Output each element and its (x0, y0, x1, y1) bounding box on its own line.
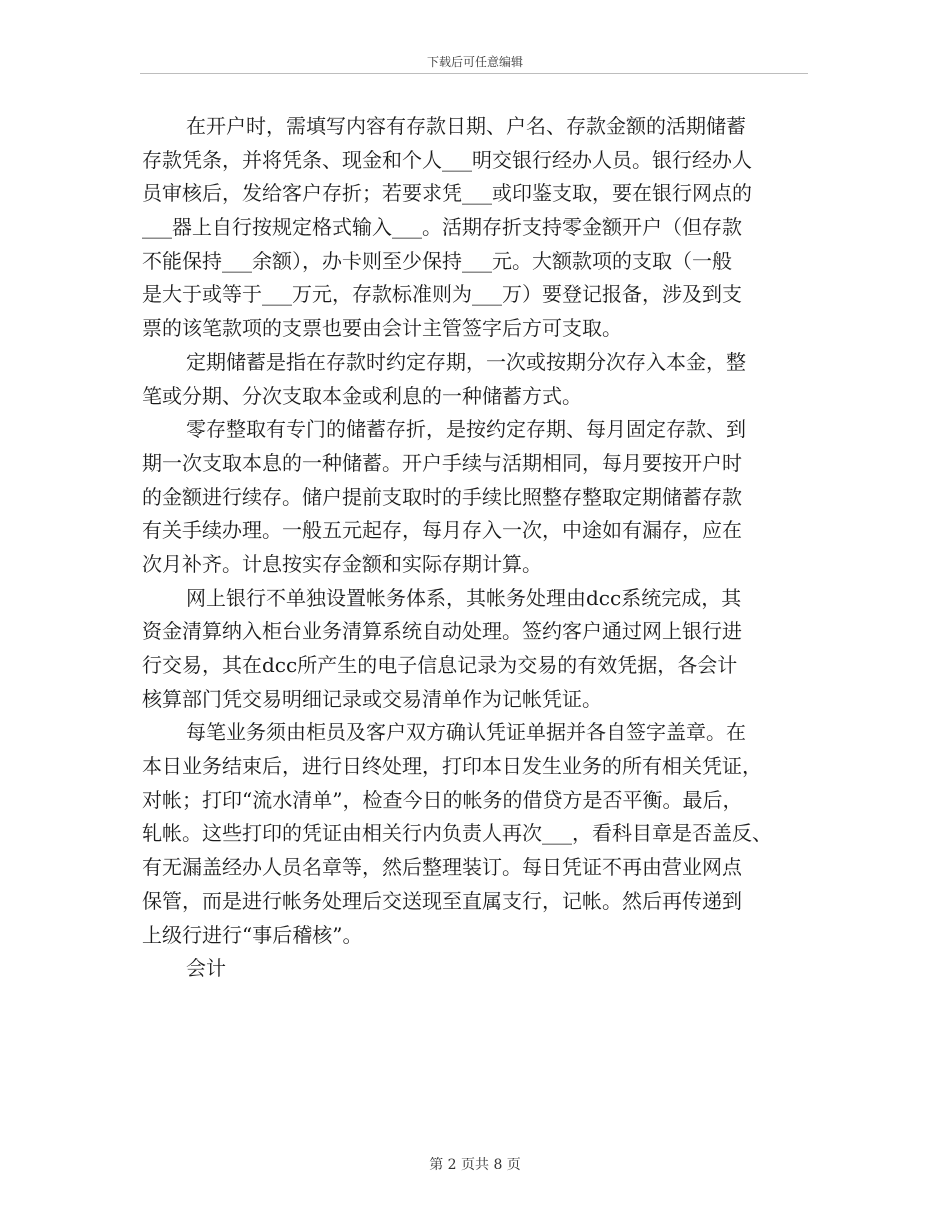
paragraph-line: 有无漏盖经办人员名章等，然后整理装订。每日凭证不再由营业网点 (142, 855, 742, 880)
paragraph-line: 定期储蓄是指在存款时约定存期，一次或按期分次存入本金，整 (186, 349, 746, 374)
paragraph-line: ___器上自行按规定格式输入___。活期存折支持零金额开户（但存款 (142, 215, 742, 240)
paragraph-line: 员审核后，发给客户存折；若要求凭___或印鉴支取，要在银行网点的 (142, 181, 752, 206)
paragraph-line: 会计 (186, 956, 226, 981)
paragraph-line: 保管，而是进行帐务处理后交送现至直属支行，记帐。然后再传递到 (142, 888, 742, 913)
paragraph-line: 零存整取有专门的储蓄存折，是按约定存期、每月固定存款、到 (186, 417, 746, 442)
page-header: 下载后可任意编辑 (426, 55, 523, 69)
paragraph-line: 的金额进行续存。储户提前支取时的手续比照整存整取定期储蓄存款 (142, 484, 742, 509)
paragraph-line: 上级行进行“事后稽核”。 (142, 922, 363, 947)
paragraph-line: 期一次支取本息的一种储蓄。开户手续与活期相同，每月要按开户时 (142, 450, 742, 475)
paragraph-line: 核算部门凭交易明细记录或交易清单作为记帐凭证。 (142, 686, 602, 711)
paragraph-line: 有关手续办理。一般五元起存，每月存入一次，中途如有漏存，应在 (142, 518, 742, 543)
paragraph-line: 资金清算纳入柜台业务清算系统自动处理。签约客户通过网上银行进 (142, 619, 742, 644)
paragraph-line: 票的该笔款项的支票也要由会计主管签字后方可支取。 (142, 316, 622, 341)
paragraph-line: 次月补齐。计息按实存金额和实际存期计算。 (142, 551, 542, 576)
paragraph-line: 是大于或等于___万元，存款标准则为___万）要登记报备，涉及到支 (142, 282, 742, 307)
document-body (142, 110, 808, 986)
page-number: 第 2 页共 8 页 (429, 1157, 521, 1173)
paragraph-line: 行交易，其在dcc所产生的电子信息记录为交易的有效凭据，各会计 (142, 653, 738, 677)
paragraph-line: 笔或分期、分次支取本金或利息的一种储蓄方式。 (142, 383, 582, 408)
header-divider (140, 73, 808, 74)
paragraph-line: 轧帐。这些打印的凭证由相关行内负责人再次___，看科目章是否盖反、 (142, 821, 772, 846)
paragraph-line: 本日业务结束后，进行日终处理，打印本日发生业务的所有相关凭证， (142, 754, 762, 779)
paragraph-line: 存款凭条，并将凭条、现金和个人___明交银行经办人员。银行经办人 (142, 147, 752, 172)
paragraph-line: 不能保持___余额），办卡则至少保持___元。大额款项的支取（一般 (142, 248, 732, 273)
paragraph-line: 对帐；打印“流水清单”，检查今日的帐务的借贷方是否平衡。最后， (142, 787, 743, 812)
paragraph-line: 网上银行不单独设置帐务体系，其帐务处理由dcc系统完成，其 (186, 585, 742, 610)
paragraph-line: 在开户时，需填写内容有存款日期、户名、存款金额的活期储蓄 (186, 114, 746, 138)
paragraph-line: 每笔业务须由柜员及客户双方确认凭证单据并各自签字盖章。在 (186, 720, 746, 745)
